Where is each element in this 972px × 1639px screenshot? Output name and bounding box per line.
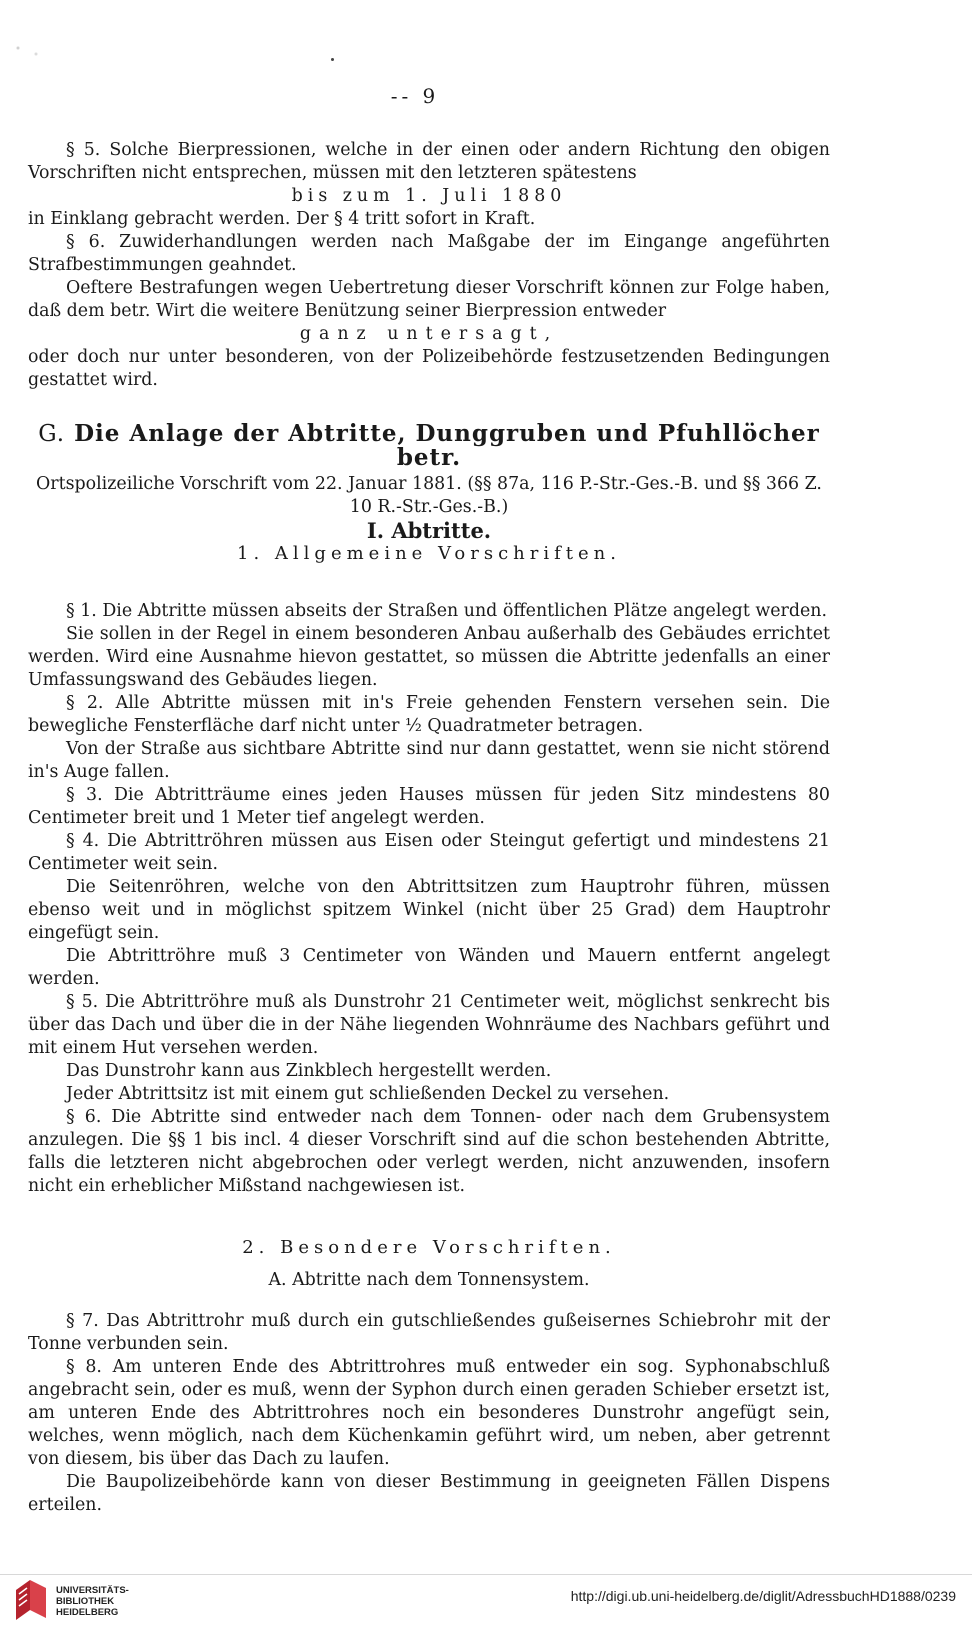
deadline-line: bis zum 1. Juli 1880	[291, 186, 567, 206]
library-name-line: HEIDELBERG	[56, 1607, 119, 1618]
scan-speckle	[0, 36, 60, 66]
paragraph: in Einklang gebracht werden. Der § 4 tritt sofort in Kraft.	[28, 209, 536, 229]
library-name	[56, 1585, 129, 1618]
paragraph: Von der Straße aus sichtbare Abtritte sind nur dann gestattet, wenn sie nicht störend in's Auge fallen.	[28, 739, 830, 782]
paragraph: Jeder Abtrittsitz ist mit einem gut schließenden Deckel zu versehen.	[66, 1084, 670, 1104]
paragraph: Die Seitenröhren, welche von den Abtrittsitzen zum Hauptrohr führen, müssen ebenso weit und in möglichst spitzem Winkel (nicht über 25 Grad) dem Hauptrohr eingefügt sein.	[28, 877, 830, 943]
paragraph: § 8. Am unteren Ende des Abtrittrohres muß entweder ein sog. Syphonabschluß angebracht sein, oder es muß, wenn der Syphon durch einen geraden Schieber ersetzt ist, am unteren Ende des Abtrittrohres noch ein besonderes Dunstrohr angefügt sein, welches, wenn möglich, nach dem Küchenkamin geführt wird, um neben, aber getrennt von diesem, bis über das Dach zu laufen.	[28, 1357, 830, 1469]
paragraph: § 3. Die Abtritträume eines jeden Hauses müssen für jeden Sitz mindestens 80 Centimeter breit und 1 Meter tief angelegt werden.	[28, 785, 830, 828]
paragraph: § 6. Zuwiderhandlungen werden nach Maßgabe der im Eingange angeführten Strafbestimmungen geahndet.	[28, 232, 830, 275]
paragraph: § 5. Solche Bierpressionen, welche in der einen oder andern Richtung den obigen Vorschriften nicht entsprechen, müssen mit den letzteren spätestens	[28, 140, 830, 183]
section-title	[28, 422, 830, 469]
scan-dot	[331, 58, 334, 61]
footer-divider	[0, 1574, 972, 1575]
section-number: G.	[38, 421, 66, 447]
part-2-headings	[28, 1236, 830, 1292]
paragraph: Oeftere Bestrafungen wegen Uebertretung dieser Vorschrift können zur Folge haben, daß dem betr. Wirt die weitere Benützung seiner Bierpression entweder	[28, 278, 830, 321]
part-subheading: 1. Allgemeine Vorschriften.	[237, 543, 621, 564]
paragraph: § 5. Die Abtrittröhre muß als Dunstrohr 21 Centimeter weit, möglichst senkrecht bis über das Dach und über die in der Nähe liegenden Wohnräume des Nachbars geführt und mit einem Hut versehen werden.	[28, 992, 830, 1058]
emphasis-line: ganz untersagt,	[299, 324, 559, 344]
paragraph: Die Abtrittröhre muß 3 Centimeter von Wänden und Mauern entfernt angelegt werden.	[28, 946, 830, 989]
part-heading: I. Abtritte.	[366, 518, 492, 543]
library-name-line: BIBLIOTHEK	[56, 1596, 115, 1607]
page-number: -- 9	[390, 84, 440, 108]
paragraph: § 6. Die Abtritte sind entweder nach dem Tonnen- oder nach dem Grubensystem anzulegen. Die §§ 1 bis incl. 4 dieser Vorschrift sind auf die schon bestehenden Abtritte, falls die letzteren nicht abgebrochen oder verlegt werden, nicht anzuwenden, insofern nicht ein erheblicher Mißstand nachgewiesen ist.	[28, 1107, 830, 1196]
paragraph: oder doch nur unter besonderen, von der Polizeibehörde festzusetzenden Bedingungen gestattet wird.	[28, 347, 830, 390]
text-block-tonnensystem	[28, 1310, 830, 1517]
library-name-line: UNIVERSITÄTS-	[56, 1585, 129, 1596]
part-subheading: A. Abtritte nach dem Tonnensystem.	[268, 1270, 590, 1290]
paragraph: § 7. Das Abtrittrohr muß durch ein gutschließendes gußeisernes Schiebrohr mit der Tonne verbunden sein.	[28, 1311, 830, 1354]
section-subtitle: Ortspolizeiliche Vorschrift vom 22. Januar 1881. (§§ 87a, 116 P.-Str.-Ges.-B. und §§ 366 Z. 10 R.-Str.-Ges.-B.)	[36, 474, 822, 517]
section-g	[28, 422, 830, 565]
text-block-bierpression	[28, 139, 830, 392]
paragraph: Das Dunstrohr kann aus Zinkblech hergestellt werden.	[66, 1061, 552, 1081]
paragraph: § 1. Die Abtritte müssen abseits der Straßen und öffentlichen Plätze angelegt werden.	[66, 601, 827, 621]
text-block-allgemein	[28, 600, 830, 1198]
paragraph: Sie sollen in der Regel in einem besonderen Anbau außerhalb des Gebäudes errichtet werden. Wird eine Ausnahme hievon gestattet, so müssen die Abtritte jedenfalls an einer Umfassungswand des Gebäudes liegen.	[28, 624, 830, 690]
source-url-link[interactable]: http://digi.ub.uni-heidelberg.de/diglit/AdressbuchHD1888/0239	[570, 1588, 956, 1604]
university-library-logo-icon	[10, 1576, 56, 1624]
part-heading: 2. Besondere Vorschriften.	[242, 1237, 616, 1258]
paragraph: Die Baupolizeibehörde kann von dieser Bestimmung in geeigneten Fällen Dispens erteilen.	[28, 1472, 830, 1515]
paragraph: § 2. Alle Abtritte müssen mit in's Freie gehenden Fenstern versehen sein. Die bewegliche Fensterfläche darf nicht unter ½ Quadratmeter betragen.	[28, 693, 830, 736]
paragraph: § 4. Die Abtrittröhren müssen aus Eisen oder Steingut gefertigt und mindestens 21 Centimeter weit sein.	[28, 831, 830, 874]
section-title-text: Die Anlage der Abtritte, Dunggruben und Pfuhllöcher betr.	[74, 420, 820, 471]
